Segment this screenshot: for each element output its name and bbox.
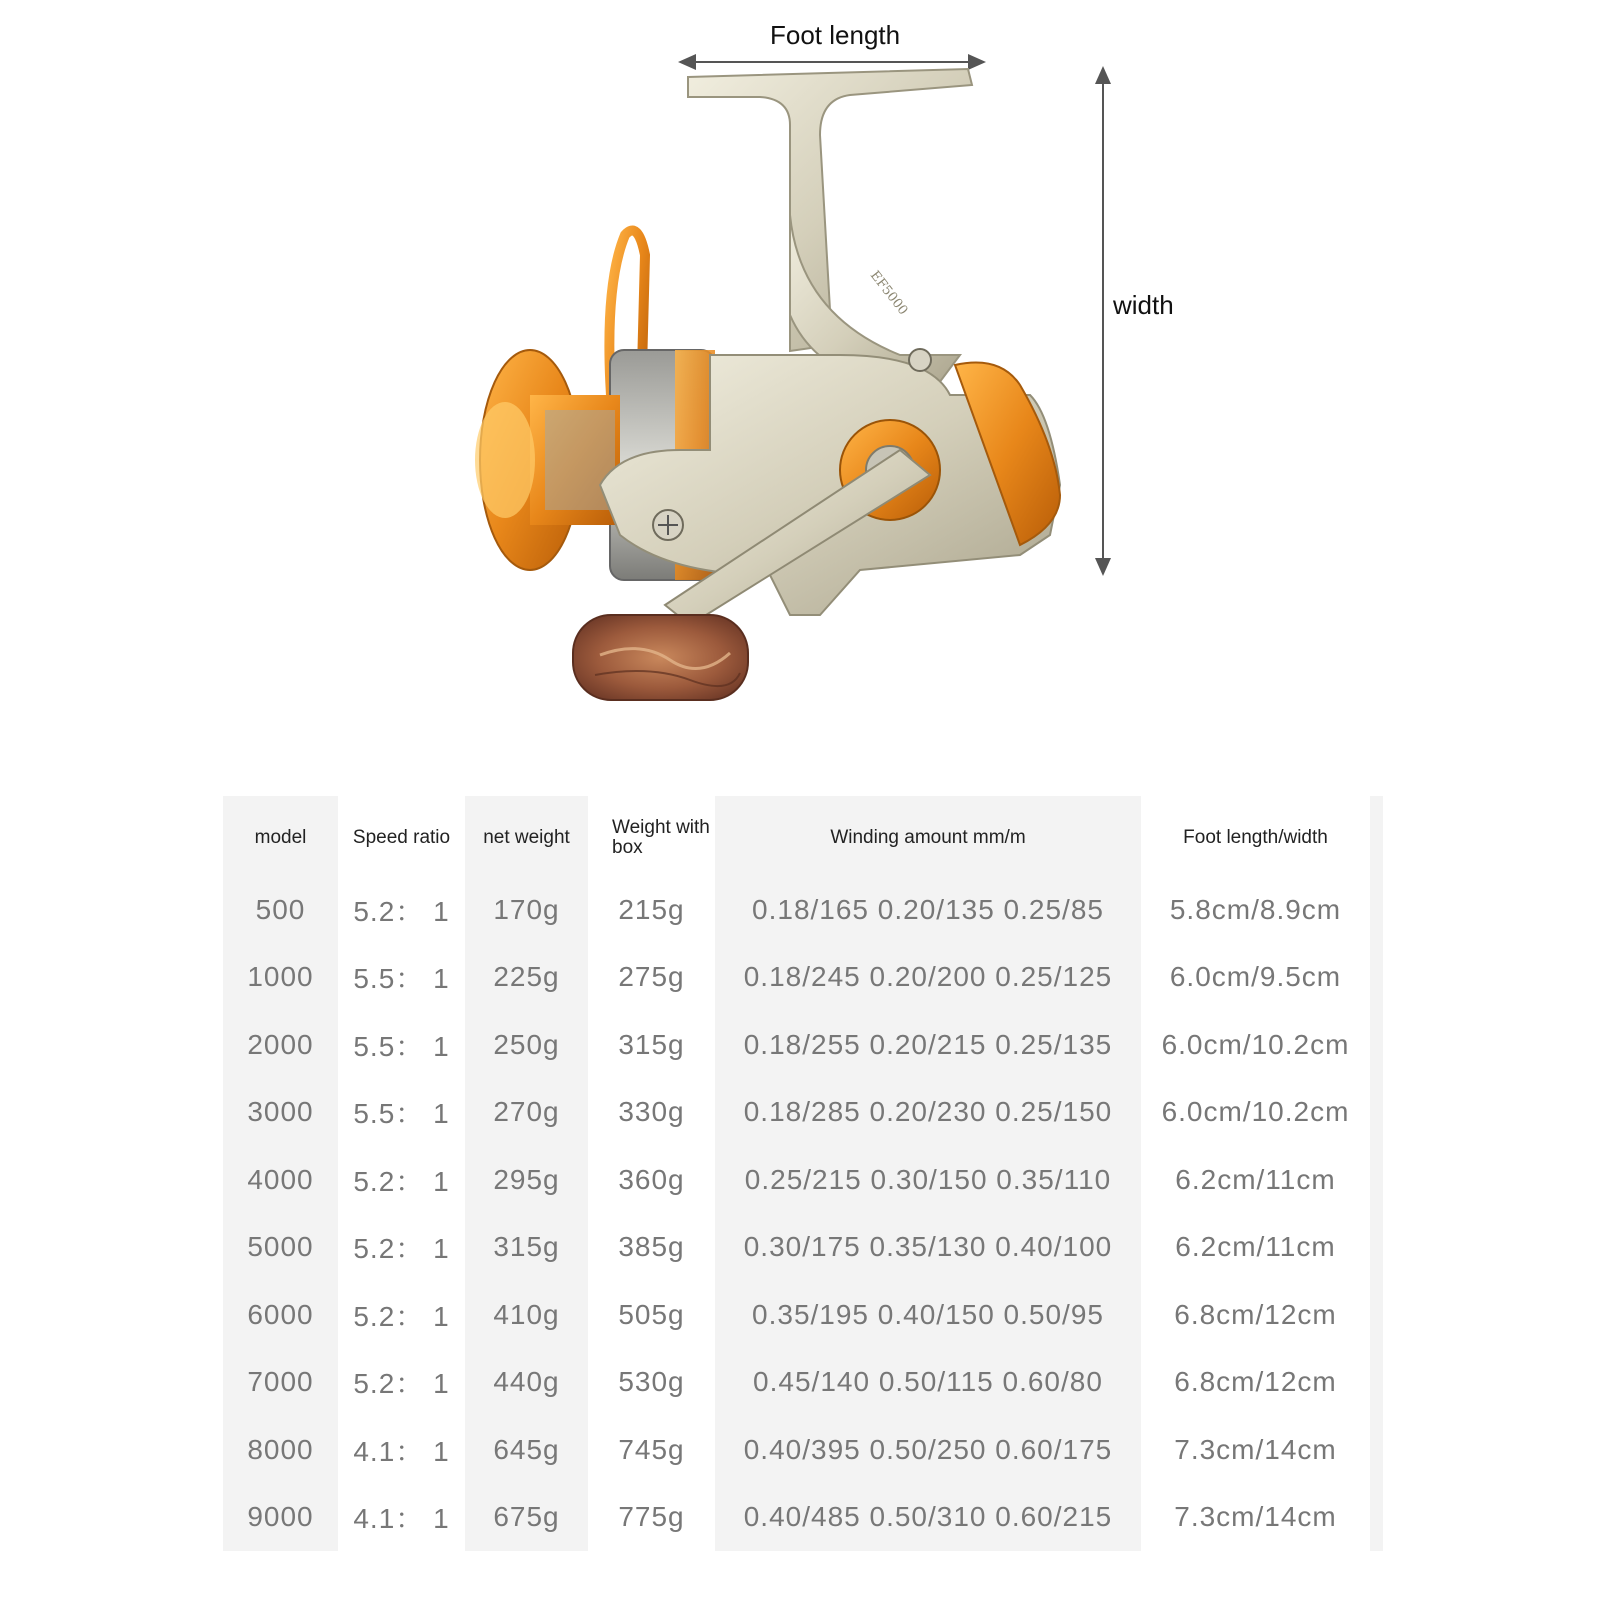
cell-net-weight: 270g — [465, 1079, 588, 1147]
cell-speed-ratio: 5.5： 1 — [338, 944, 465, 1012]
cell-speed-ratio: 4.1： 1 — [338, 1484, 465, 1552]
cell-speed-ratio: 5.5： 1 — [338, 1079, 465, 1147]
fishing-reel-image — [460, 55, 1100, 735]
table-edge — [1370, 1146, 1383, 1214]
cell-weight-with-box: 775g — [588, 1484, 715, 1552]
cell-weight-with-box: 385g — [588, 1214, 715, 1282]
cell-net-weight: 295g — [465, 1146, 588, 1214]
table-edge — [1370, 944, 1383, 1012]
cell-model: 500 — [223, 876, 338, 944]
cell-net-weight: 250g — [465, 1011, 588, 1079]
width-label: width — [1113, 290, 1174, 320]
cell-net-weight: 675g — [465, 1484, 588, 1552]
cell-weight-with-box: 745g — [588, 1416, 715, 1484]
spec-table — [223, 796, 1383, 1556]
cell-speed-ratio: 5.5： 1 — [338, 1011, 465, 1079]
cell-weight-with-box: 360g — [588, 1146, 715, 1214]
cell-net-weight: 170g — [465, 876, 588, 944]
cell-model: 9000 — [223, 1484, 338, 1552]
cell-net-weight: 315g — [465, 1214, 588, 1282]
header-model: model — [223, 796, 338, 876]
cell-net-weight: 225g — [465, 944, 588, 1012]
cell-model: 6000 — [223, 1281, 338, 1349]
cell-speed-ratio: 5.2： 1 — [338, 1349, 465, 1417]
cell-net-weight: 440g — [465, 1349, 588, 1417]
header-speed-ratio: Speed ratio — [338, 796, 465, 876]
cell-weight-with-box: 530g — [588, 1349, 715, 1417]
cell-speed-ratio: 5.2： 1 — [338, 1214, 465, 1282]
reel-marking: EF5000 — [866, 268, 911, 319]
cell-winding-amount: 0.40/485 0.50/310 0.60/215 — [715, 1484, 1141, 1552]
header-foot-length-width: Foot length/width — [1141, 796, 1370, 876]
table-edge — [1370, 1349, 1383, 1417]
cell-winding-amount: 0.25/215 0.30/150 0.35/110 — [715, 1146, 1141, 1214]
cell-model: 5000 — [223, 1214, 338, 1282]
cell-speed-ratio: 5.2： 1 — [338, 1146, 465, 1214]
cell-model: 2000 — [223, 1011, 338, 1079]
cell-winding-amount: 0.40/395 0.50/250 0.60/175 — [715, 1416, 1141, 1484]
foot-length-label: Foot length — [770, 20, 901, 50]
table-edge — [1370, 1484, 1383, 1552]
cell-winding-amount: 0.18/255 0.20/215 0.25/135 — [715, 1011, 1141, 1079]
header-net-weight: net weight — [465, 796, 588, 876]
cell-net-weight: 645g — [465, 1416, 588, 1484]
cell-winding-amount: 0.30/175 0.35/130 0.40/100 — [715, 1214, 1141, 1282]
table-edge — [1370, 1281, 1383, 1349]
handle-knob — [573, 615, 748, 700]
cell-speed-ratio: 4.1： 1 — [338, 1416, 465, 1484]
table-edge — [1370, 796, 1383, 876]
cell-winding-amount: 0.18/245 0.20/200 0.25/125 — [715, 944, 1141, 1012]
cell-foot-length-width: 5.8cm/8.9cm — [1141, 876, 1370, 944]
cell-weight-with-box: 330g — [588, 1079, 715, 1147]
cell-speed-ratio: 5.2： 1 — [338, 876, 465, 944]
cell-weight-with-box: 505g — [588, 1281, 715, 1349]
cell-foot-length-width: 6.8cm/12cm — [1141, 1349, 1370, 1417]
table-edge — [1370, 1011, 1383, 1079]
cell-foot-length-width: 6.0cm/10.2cm — [1141, 1079, 1370, 1147]
cell-foot-length-width: 6.2cm/11cm — [1141, 1214, 1370, 1282]
table-edge — [1370, 1214, 1383, 1282]
cell-foot-length-width: 6.8cm/12cm — [1141, 1281, 1370, 1349]
table-edge — [1370, 1079, 1383, 1147]
cell-weight-with-box: 275g — [588, 944, 715, 1012]
cell-model: 8000 — [223, 1416, 338, 1484]
cell-weight-with-box: 315g — [588, 1011, 715, 1079]
cell-model: 7000 — [223, 1349, 338, 1417]
cell-foot-length-width: 7.3cm/14cm — [1141, 1484, 1370, 1552]
cell-foot-length-width: 6.2cm/11cm — [1141, 1146, 1370, 1214]
cell-winding-amount: 0.45/140 0.50/115 0.60/80 — [715, 1349, 1141, 1417]
cell-foot-length-width: 6.0cm/9.5cm — [1141, 944, 1370, 1012]
screw-2 — [909, 349, 931, 371]
cell-model: 3000 — [223, 1079, 338, 1147]
cell-foot-length-width: 6.0cm/10.2cm — [1141, 1011, 1370, 1079]
cell-net-weight: 410g — [465, 1281, 588, 1349]
cell-winding-amount: 0.18/285 0.20/230 0.25/150 — [715, 1079, 1141, 1147]
table-edge — [1370, 1416, 1383, 1484]
cell-winding-amount: 0.35/195 0.40/150 0.50/95 — [715, 1281, 1141, 1349]
cell-winding-amount: 0.18/165 0.20/135 0.25/85 — [715, 876, 1141, 944]
header-weight-with-box: Weight with box — [588, 796, 715, 876]
header-winding-amount: Winding amount mm/m — [715, 796, 1141, 876]
cell-model: 1000 — [223, 944, 338, 1012]
table-edge — [1370, 876, 1383, 944]
cell-foot-length-width: 7.3cm/14cm — [1141, 1416, 1370, 1484]
cell-model: 4000 — [223, 1146, 338, 1214]
cell-weight-with-box: 215g — [588, 876, 715, 944]
cell-speed-ratio: 5.2： 1 — [338, 1281, 465, 1349]
